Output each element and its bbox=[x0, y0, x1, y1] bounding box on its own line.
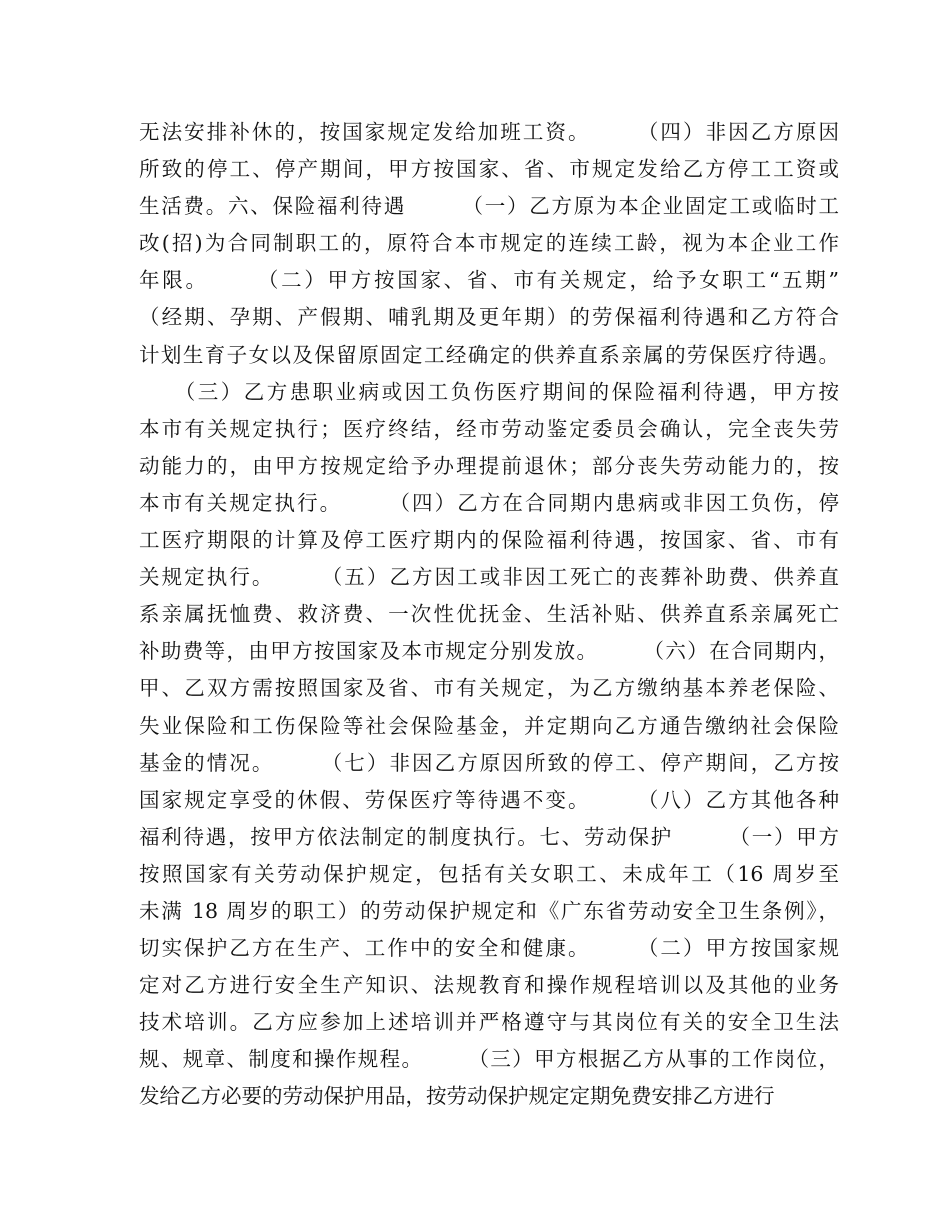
text-line: 福利待遇，按甲方依法制定的制度执行。七、劳动保护 （一）甲方 bbox=[139, 824, 839, 849]
text-line: 本市有关规定执行；医疗终结，经市劳动鉴定委员会确认，完全丧失劳 bbox=[139, 416, 839, 441]
text-line: 按照国家有关劳动保护规定，包括有关女职工、未成年工（16 周岁至 bbox=[139, 861, 839, 886]
text-line: 改(招)为合同制职工的，原符合本市规定的连续工龄，视为本企业工作 bbox=[139, 231, 839, 256]
text-line: 工医疗期限的计算及停工医疗期内的保险福利待遇，按国家、省、市有 bbox=[139, 528, 839, 553]
text-line: 补助费等，由甲方按国家及本市规定分别发放。 （六）在合同期内， bbox=[139, 639, 839, 664]
text-line: 基金的情况。 （七）非因乙方原因所致的停工、停产期间，乙方按 bbox=[139, 750, 839, 775]
text-line: 年限。 （二）甲方按国家、省、市有关规定，给予女职工“五期” bbox=[139, 268, 839, 293]
text-line: （三）乙方患职业病或因工负伤医疗期间的保险福利待遇，甲方按 bbox=[139, 379, 839, 404]
text-line: 失业保险和工伤保险等社会保险基金，并定期向乙方通告缴纳社会保险 bbox=[139, 713, 839, 738]
text-line: 所致的停工、停产期间，甲方按国家、省、市规定发给乙方停工工资或 bbox=[139, 157, 839, 182]
text-line: 无法安排补休的，按国家规定发给加班工资。 （四）非因乙方原因 bbox=[139, 120, 839, 144]
text-line: 规、规章、制度和操作规程。 （三）甲方根据乙方从事的工作岗位， bbox=[139, 1047, 839, 1072]
contract-body-text bbox=[139, 114, 839, 1116]
text-line: 定对乙方进行安全生产知识、法规教育和操作规程培训以及其他的业务 bbox=[139, 973, 839, 998]
text-line: 甲、乙双方需按照国家及省、市有关规定，为乙方缴纳基本养老保险、 bbox=[139, 676, 839, 701]
text-line: 系亲属抚恤费、救济费、一次性优抚金、生活补贴、供养直系亲属死亡 bbox=[139, 602, 839, 627]
text-line: （经期、孕期、产假期、哺乳期及更年期）的劳保福利待遇和乙方符合 bbox=[139, 305, 839, 330]
text-line: 技术培训。乙方应参加上述培训并严格遵守与其岗位有关的安全卫生法 bbox=[139, 1010, 839, 1035]
text-line: 切实保护乙方在生产、工作中的安全和健康。 （二）甲方按国家规 bbox=[139, 936, 839, 961]
text-line: 发给乙方必要的劳动保护用品，按劳动保护规定定期免费安排乙方进行 bbox=[139, 1084, 775, 1109]
text-line: 关规定执行。 （五）乙方因工或非因工死亡的丧葬补助费、供养直 bbox=[139, 565, 839, 590]
text-line: 未满 18 周岁的职工）的劳动保护规定和《广东省劳动安全卫生条例》， bbox=[139, 898, 839, 923]
text-line: 国家规定享受的休假、劳保医疗等待遇不变。 （八）乙方其他各种 bbox=[139, 787, 839, 812]
text-line: 本市有关规定执行。 （四）乙方在合同期内患病或非因工负伤，停 bbox=[139, 490, 839, 515]
text-line: 生活费。六、保险福利待遇 （一）乙方原为本企业固定工或临时工 bbox=[139, 194, 839, 219]
text-line: 计划生育子女以及保留原固定工经确定的供养直系亲属的劳保医疗待遇。 bbox=[139, 342, 839, 367]
text-line: 动能力的，由甲方按规定给予办理提前退休；部分丧失劳动能力的，按 bbox=[139, 453, 839, 478]
